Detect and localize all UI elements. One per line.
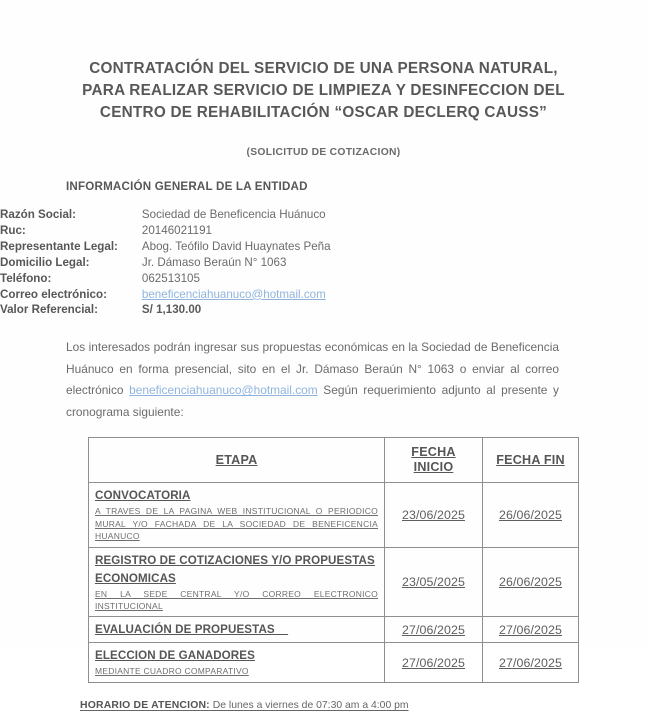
info-row-valor-referencial — [0, 302, 331, 318]
table-header-row — [89, 438, 579, 483]
info-label: Razón Social: — [0, 208, 77, 221]
email-link-inline[interactable]: beneficenciahuanuco@hotmail.com — [129, 383, 318, 398]
cell-etapa — [89, 547, 385, 617]
info-row-ruc — [0, 223, 331, 239]
info-label: Ruc: — [0, 223, 26, 237]
cell-fecha-inicio — [385, 547, 483, 617]
column-header-fecha-inicio-line-2: INICIO — [413, 460, 454, 475]
schedule-table-wrapper — [0, 437, 647, 682]
etapa-title: ELECCION DE GANADORES — [95, 649, 255, 663]
etapa-title-wrapper — [95, 551, 378, 587]
column-header-fecha-fin-label: FECHA FIN — [496, 452, 565, 467]
paragraph-text-part-2: Según requerimiento adjunto al presente y cronograma siguiente: — [66, 383, 559, 419]
info-value-valor-referencial: S/ 1,130.00 — [141, 303, 202, 317]
table-row — [89, 547, 579, 617]
cell-etapa — [89, 643, 385, 682]
info-value-representante-legal: Abog. Teófilo David Huaynates Peña — [141, 239, 331, 253]
info-label: Valor Referencial: — [0, 303, 98, 317]
table-row — [89, 617, 579, 643]
fecha-fin-value: 27/06/2025 — [498, 622, 562, 637]
page-title-line-1: CONTRATACIÓN DEL SERVICIO DE UNA PERSONA NATURAL, — [89, 60, 558, 77]
footer-value: De lunes a viernes de 07:30 am a 4:00 pm — [209, 699, 409, 711]
column-header-fecha-fin — [483, 438, 579, 483]
etapa-title-wrapper — [95, 646, 378, 664]
title-block — [0, 0, 647, 158]
fecha-inicio-value: 27/06/2025 — [401, 622, 465, 637]
column-header-fecha-inicio-line-1: FECHA — [411, 444, 456, 459]
fecha-inicio-value: 23/05/2025 — [401, 574, 465, 589]
table-row — [89, 643, 579, 682]
page-title-line-2: PARA REALIZAR SERVICIO DE LIMPIEZA Y DESINFECCION DEL — [82, 82, 565, 99]
paragraph-text-part-1: Los interesados podrán ingresar sus propuestas económicas en la Sociedad de Beneficencia Huánuco en forma presencial, sito en el Jr. Dámaso Beraún N° 1063 o enviar al correo electrónico — [66, 340, 559, 398]
info-label: Representante Legal: — [0, 239, 118, 253]
page-title-line-3: CENTRO DE REHABILITACIÓN “OSCAR DECLERQ CAUSS” — [99, 104, 548, 121]
fecha-fin-value: 27/06/2025 — [498, 655, 562, 670]
info-row-correo-electronico — [0, 287, 331, 303]
fecha-fin-value: 26/06/2025 — [498, 574, 562, 589]
cell-etapa — [89, 483, 385, 547]
info-label: Correo electrónico: — [0, 287, 107, 301]
cell-fecha-inicio — [385, 483, 483, 547]
etapa-title: EVALUACIÓN DE PROPUESTAS — [95, 623, 275, 637]
cell-fecha-inicio — [385, 617, 483, 643]
page-subtitle: (SOLICITUD DE COTIZACION) — [246, 147, 401, 158]
cell-fecha-fin — [483, 617, 579, 643]
info-label: Domicilio Legal: — [0, 255, 90, 269]
footer-label: HORARIO DE ATENCION: — [80, 699, 210, 711]
cell-etapa — [89, 617, 385, 643]
table-row — [89, 483, 579, 547]
cell-fecha-inicio — [385, 643, 483, 682]
info-row-telefono — [0, 271, 331, 287]
etapa-subtext: EN LA SEDE CENTRAL Y/O CORREO ELECTRONICO INSTITUCIONAL — [95, 588, 378, 611]
etapa-title-wrapper — [95, 486, 378, 504]
info-row-domicilio-legal — [0, 255, 331, 271]
info-row-representante-legal — [0, 239, 331, 255]
fecha-inicio-value: 23/06/2025 — [401, 507, 465, 522]
etapa-subtext: A TRAVES DE LA PAGINA WEB INSTITUCIONAL O PERIODICO MURAL Y/O FACHADA DE LA SOCIEDAD DE BENEFICENCIA HUANUCO — [95, 506, 378, 542]
etapa-subtext: MEDIANTE CUADRO COMPARATIVO — [95, 666, 249, 677]
footer-horario-atencion — [0, 700, 647, 711]
schedule-table — [88, 437, 579, 682]
section-heading-entity-info: INFORMACIÓN GENERAL DE LA ENTIDAD — [66, 180, 308, 193]
cell-fecha-fin — [483, 547, 579, 617]
etapa-title-wrapper — [95, 620, 378, 638]
body-paragraph — [0, 337, 647, 423]
cell-fecha-fin — [483, 483, 579, 547]
page-title — [66, 58, 581, 124]
info-value-razon-social: Sociedad de Beneficencia Huánuco — [141, 208, 326, 221]
info-value-telefono: 062513105 — [141, 271, 200, 285]
cell-fecha-fin — [483, 643, 579, 682]
fecha-fin-value: 26/06/2025 — [498, 507, 562, 522]
info-label: Teléfono: — [0, 271, 52, 285]
etapa-title: CONVOCATORIA — [95, 489, 191, 503]
etapa-title: REGISTRO DE COTIZACIONES Y/O PROPUESTAS ECONOMICAS — [95, 553, 375, 585]
entity-info-list — [0, 207, 331, 318]
email-link[interactable]: beneficenciahuanuco@hotmail.com — [141, 287, 326, 301]
column-header-etapa — [89, 438, 385, 483]
column-header-etapa-label: ETAPA — [215, 452, 258, 467]
column-header-fecha-inicio — [385, 438, 483, 483]
fecha-inicio-value: 27/06/2025 — [401, 655, 465, 670]
info-row-razon-social — [0, 207, 331, 223]
info-value-ruc: 20146021191 — [141, 223, 212, 237]
info-value-domicilio-legal: Jr. Dámaso Beraún N° 1063 — [141, 255, 287, 269]
